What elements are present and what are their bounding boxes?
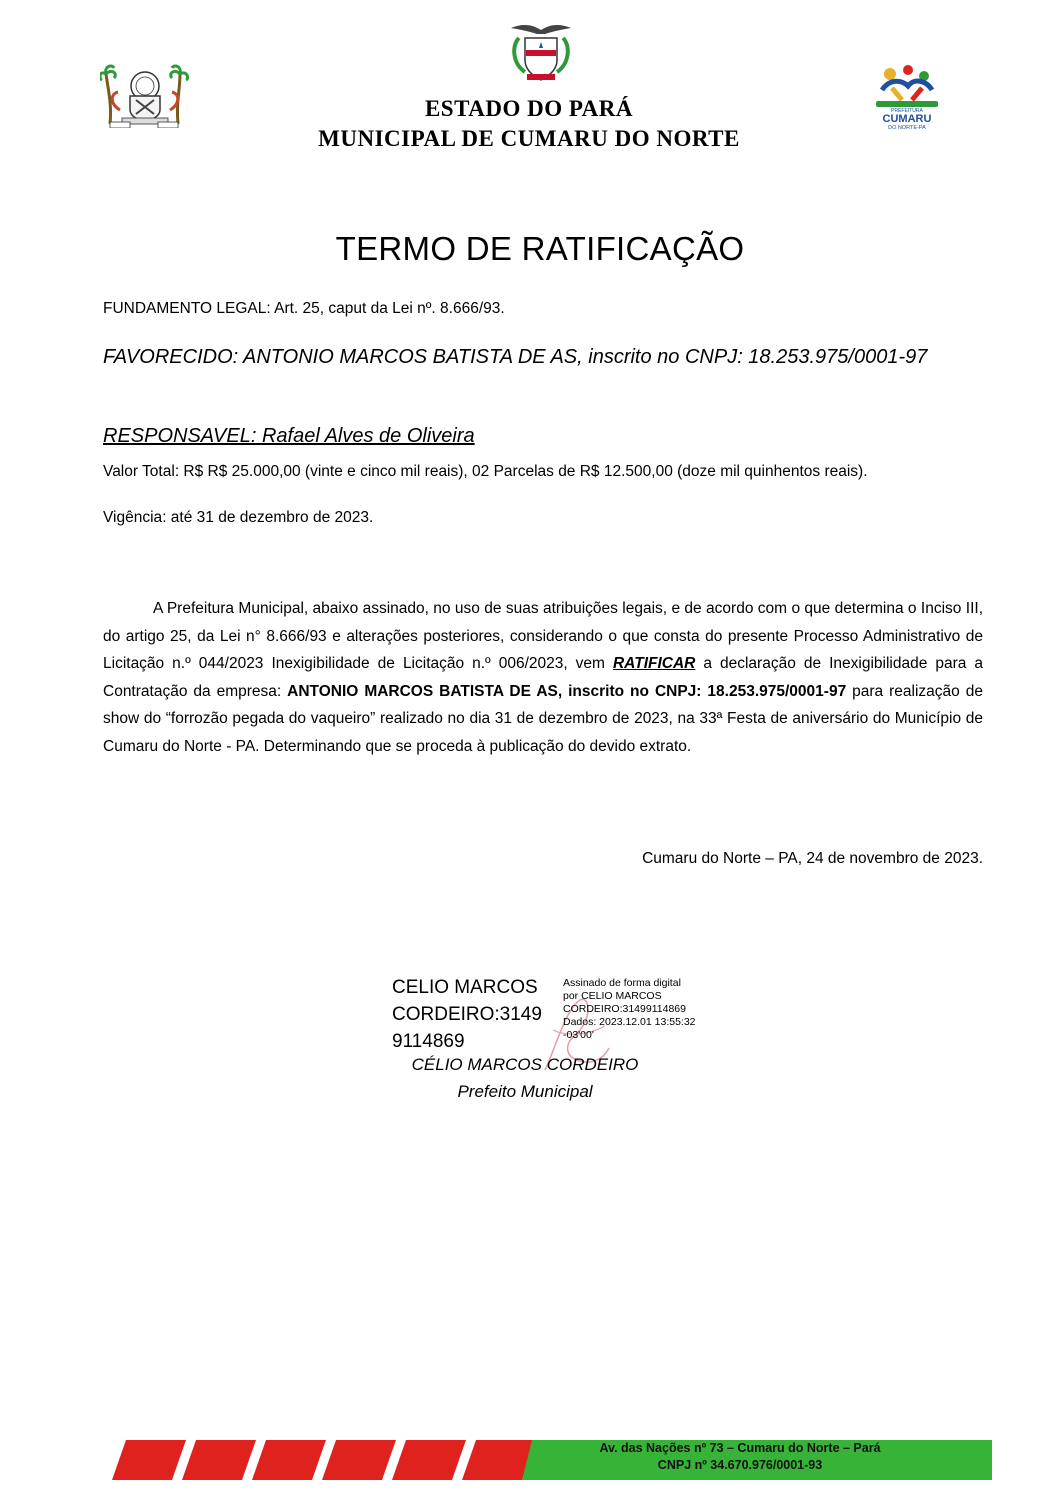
meta-line1: Assinado de forma digital xyxy=(563,977,681,989)
document-title: TERMO DE RATIFICAÇÃO xyxy=(335,230,745,267)
valor-text: : R$ R$ 25.000,00 (vinte e cinco mil reais), 02 Parcelas de R$ 12.500,00 (doze mil quinhentos reais). xyxy=(174,463,868,480)
digital-name-line2: CORDEIRO:3149 xyxy=(392,1004,542,1025)
meta-line5: -03'00' xyxy=(563,1029,594,1041)
logo-right-text3: DO NORTE-PA xyxy=(888,125,926,130)
footer-cnpj: CNPJ nº 34.670.976/0001-93 xyxy=(657,1458,823,1472)
para-ratificar: RATIFICAR xyxy=(612,655,696,672)
digital-signature-metadata xyxy=(563,977,733,1042)
meta-line4: Dados: 2023.12.01 13:55:32 xyxy=(563,1016,696,1028)
logo-right-text1: PREFEITURA xyxy=(891,108,923,114)
vigencia-text: : até 31 de dezembro de 2023. xyxy=(162,509,374,526)
vigencia xyxy=(103,509,373,527)
signer-name: CÉLIO MARCOS CORDEIRO xyxy=(411,1055,639,1074)
ratification-paragraph xyxy=(103,595,983,760)
digital-name-line1: CELIO MARCOS xyxy=(392,977,538,998)
vigencia-label: Vigência xyxy=(103,509,163,526)
meta-line2: por CELIO MARCOS xyxy=(563,990,662,1002)
fundamento-legal: FUNDAMENTO LEGAL: Art. 25, caput da Lei nº. 8.666/93. xyxy=(103,300,505,317)
para-part2: a declaração de Inexigibilidade para a Contratação da empresa: xyxy=(103,655,983,700)
para-part1: A Prefeitura Municipal, abaixo assinado, no uso de suas atribuições legais, e de acordo com o que determina o Inciso III, do artigo 25, da Lei n° 8.666/93 e alterações posteriores, considerando o que consta do presente Processo Administrativo de Licitação n.º 044/2023 Inexigibilidade de Licitação n.º 006/2023, vem xyxy=(103,600,983,672)
digital-signature-name xyxy=(392,974,552,1055)
meta-line3: CORDEIRO:31499114869 xyxy=(563,1003,686,1015)
digital-name-line3: 9114869 xyxy=(392,1031,465,1052)
responsavel: RESPONSAVEL: Rafael Alves de Oliveira xyxy=(103,425,475,447)
para-part3: para realização de show do “forrozão pegada do vaqueiro” realizado no dia 31 de dezembro de 2023, na 33ª Festa de aniversário do Município de Cumaru do Norte - PA. Determinando que se proceda à publicação do devido extrato. xyxy=(103,682,983,755)
footer-address: Av. das Nações nº 73 – Cumaru do Norte – Pará xyxy=(599,1441,881,1455)
para-company: ANTONIO MARCOS BATISTA DE AS, inscrito no CNPJ: 18.253.975/0001-97 xyxy=(287,682,847,700)
valor-total xyxy=(103,463,868,481)
signer-role: Prefeito Municipal xyxy=(457,1082,593,1101)
state-coat-of-arms-logo xyxy=(505,20,577,84)
valor-label: Valor Total xyxy=(103,463,175,480)
favorecido: FAVORECIDO: ANTONIO MARCOS BATISTA DE AS, inscrito no CNPJ: 18.253.975/0001-97 xyxy=(103,346,928,368)
header-state-line: ESTADO DO PARÁ xyxy=(424,96,634,121)
header-municipal-line: MUNICIPAL DE CUMARU DO NORTE xyxy=(318,126,740,151)
place-date: Cumaru do Norte – PA, 24 de novembro de 2023. xyxy=(642,850,983,867)
logo-right-text2: CUMARU xyxy=(882,113,932,125)
